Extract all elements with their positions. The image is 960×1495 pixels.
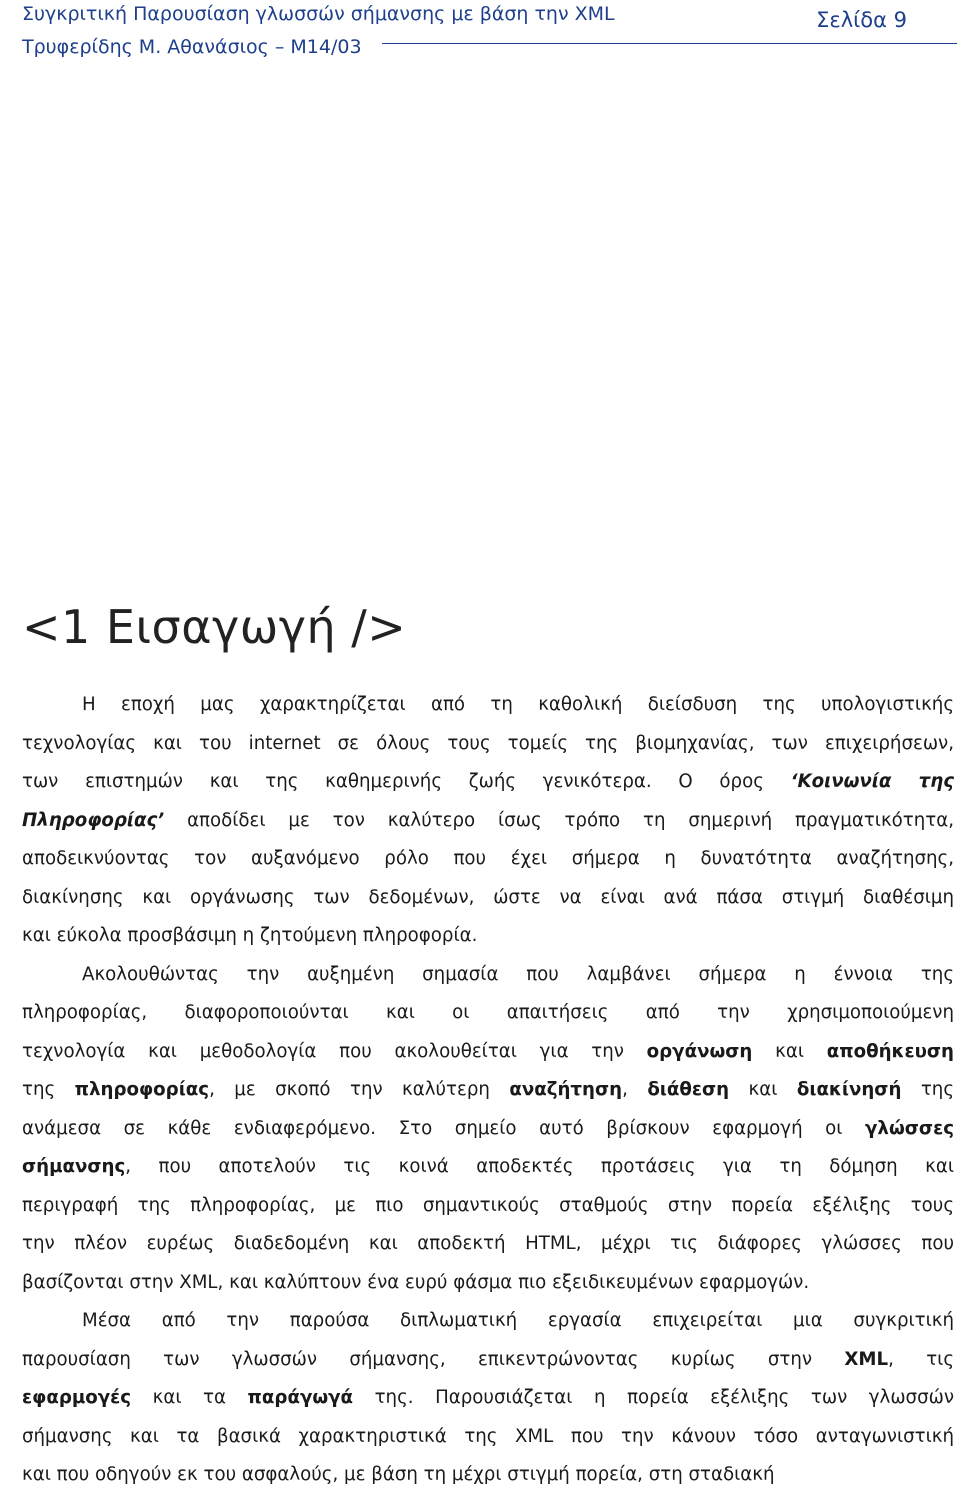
emphasis-text: ‘Κοινωνία της: [790, 771, 954, 792]
text-line: [22, 994, 954, 1033]
text-line: [22, 802, 954, 841]
text-line: [22, 1110, 954, 1149]
text-line: [22, 1341, 954, 1380]
text-line: [22, 1071, 954, 1110]
text-run: ,: [622, 1079, 648, 1100]
text-line: [22, 725, 954, 764]
text-line: [22, 879, 954, 918]
text-run: και εύκολα προσβάσιμη η ζητούμενη πληροφορία.: [22, 925, 478, 946]
text-run: αποδεικνύοντας τον αυξανόμενο ρόλο που έχει σήμερα η δυνατότητα αναζήτησης,: [22, 848, 954, 869]
text-line: [22, 1264, 954, 1303]
header-divider: [382, 43, 957, 44]
emphasis-text: σήμανσης: [22, 1156, 126, 1177]
text-run: αποδίδει με τον καλύτερο ίσως τρόπο τη σημερινή πραγματικότητα,: [164, 809, 954, 831]
text-run: Ακολουθώντας την αυξημένη σημασία που λαμβάνει σήμερα η έννοια της: [82, 963, 954, 985]
text-run: παρουσίαση των γλωσσών σήμανσης, επικεντρώνοντας κυρίως στην: [22, 1348, 845, 1370]
page-number: Σελίδα 9: [816, 8, 907, 32]
text-line: [22, 1379, 954, 1418]
paragraph: [22, 686, 954, 956]
text-line: [22, 840, 954, 879]
text-run: και: [729, 1079, 797, 1100]
text-line: [22, 1418, 954, 1457]
text-run: της: [901, 1079, 954, 1100]
emphasis-text: XML: [844, 1348, 889, 1370]
text-run: περιγραφή της πληροφορίας, με πιο σημαντικούς σταθμούς στην πορεία εξέλιξης τους: [22, 1194, 954, 1216]
text-line: [22, 1302, 954, 1341]
text-run: , που αποτελούν τις κοινά αποδεκτές προτάσεις για τη δόμηση και: [125, 1156, 954, 1177]
text-run: Η εποχή μας χαρακτηρίζεται από τη καθολική διείσδυση της υπολογιστικής: [82, 694, 954, 715]
text-run: και: [752, 1040, 827, 1062]
text-run: των επιστημών και της καθημερινής ζωής γενικότερα. Ο όρος: [22, 771, 791, 792]
emphasis-text: αποθήκευση: [826, 1040, 954, 1062]
emphasis-text: διάθεση: [647, 1079, 730, 1100]
text-line: [22, 686, 954, 725]
text-line: [22, 956, 954, 995]
text-line: [22, 1033, 954, 1072]
emphasis-text: Πληροφορίας’: [22, 809, 165, 831]
text-line: [22, 917, 954, 956]
text-run: πληροφορίας, διαφοροποιούνται και οι απαιτήσεις από την χρησιμοποιούμενη: [22, 1002, 954, 1023]
text-run: διακίνησης και οργάνωσης των δεδομένων, ώστε να είναι ανά πάσα στιγμή διαθέσιμη: [22, 886, 954, 908]
chapter-title: <1 Εισαγωγή />: [22, 600, 407, 654]
text-run: τεχνολογία και μεθοδολογία που ακολουθείται για την: [22, 1040, 647, 1062]
text-line: [22, 1225, 954, 1264]
emphasis-text: αναζήτηση: [509, 1079, 623, 1100]
text-line: [22, 1148, 954, 1187]
emphasis-text: διακίνησή: [796, 1079, 902, 1100]
text-run: την πλέον ευρέως διαδεδομένη και αποδεκτή HTML, μέχρι τις διάφορες γλώσσες που: [22, 1233, 954, 1254]
text-line: [22, 1456, 954, 1495]
paragraph: [22, 956, 954, 1303]
emphasis-text: γλώσσες: [865, 1117, 954, 1139]
text-run: της: [22, 1079, 75, 1100]
text-run: , με σκοπό την καλύτερη: [209, 1079, 510, 1100]
emphasis-text: παράγωγά: [247, 1387, 354, 1408]
document-title: Συγκριτική Παρουσίαση γλωσσών σήμανσης με βάση την XML: [22, 3, 615, 25]
text-run: Μέσα από την παρούσα διπλωματική εργασία επιχειρείται μια συγκριτική: [82, 1310, 954, 1331]
text-run: και τα: [131, 1387, 248, 1408]
emphasis-text: οργάνωση: [646, 1040, 753, 1062]
emphasis-text: εφαρμογές: [22, 1387, 132, 1408]
text-run: βασίζονται στην XML, και καλύπτουν ένα ευρύ φάσμα πιο εξειδικευμένων εφαρμογών.: [22, 1271, 810, 1293]
paragraph: [22, 1302, 954, 1495]
text-run: ανάμεσα σε κάθε ενδιαφερόμενο. Στο σημείο αυτό βρίσκουν εφαρμογή οι: [22, 1117, 866, 1139]
body-text: [22, 686, 954, 1495]
text-line: [22, 1187, 954, 1226]
text-line: [22, 763, 954, 802]
author-line: Τρυφερίδης Μ. Αθανάσιος – Μ14/03: [22, 36, 362, 58]
page-header: [22, 0, 957, 62]
text-run: της. Παρουσιάζεται η πορεία εξέλιξης των γλωσσών: [353, 1387, 954, 1408]
text-run: σήμανσης και τα βασικά χαρακτηριστικά της XML που την κάνουν τόσο ανταγωνιστική: [22, 1425, 954, 1447]
text-run: τεχνολογίας και του internet σε όλους τους τομείς της βιομηχανίας, των επιχειρήσεων,: [22, 732, 954, 754]
text-run: , τις: [888, 1348, 954, 1370]
text-run: και που οδηγούν εκ του ασφαλούς, με βάση τη μέχρι στιγμή πορεία, στη σταδιακή: [22, 1464, 775, 1485]
emphasis-text: πληροφορίας: [74, 1079, 210, 1100]
